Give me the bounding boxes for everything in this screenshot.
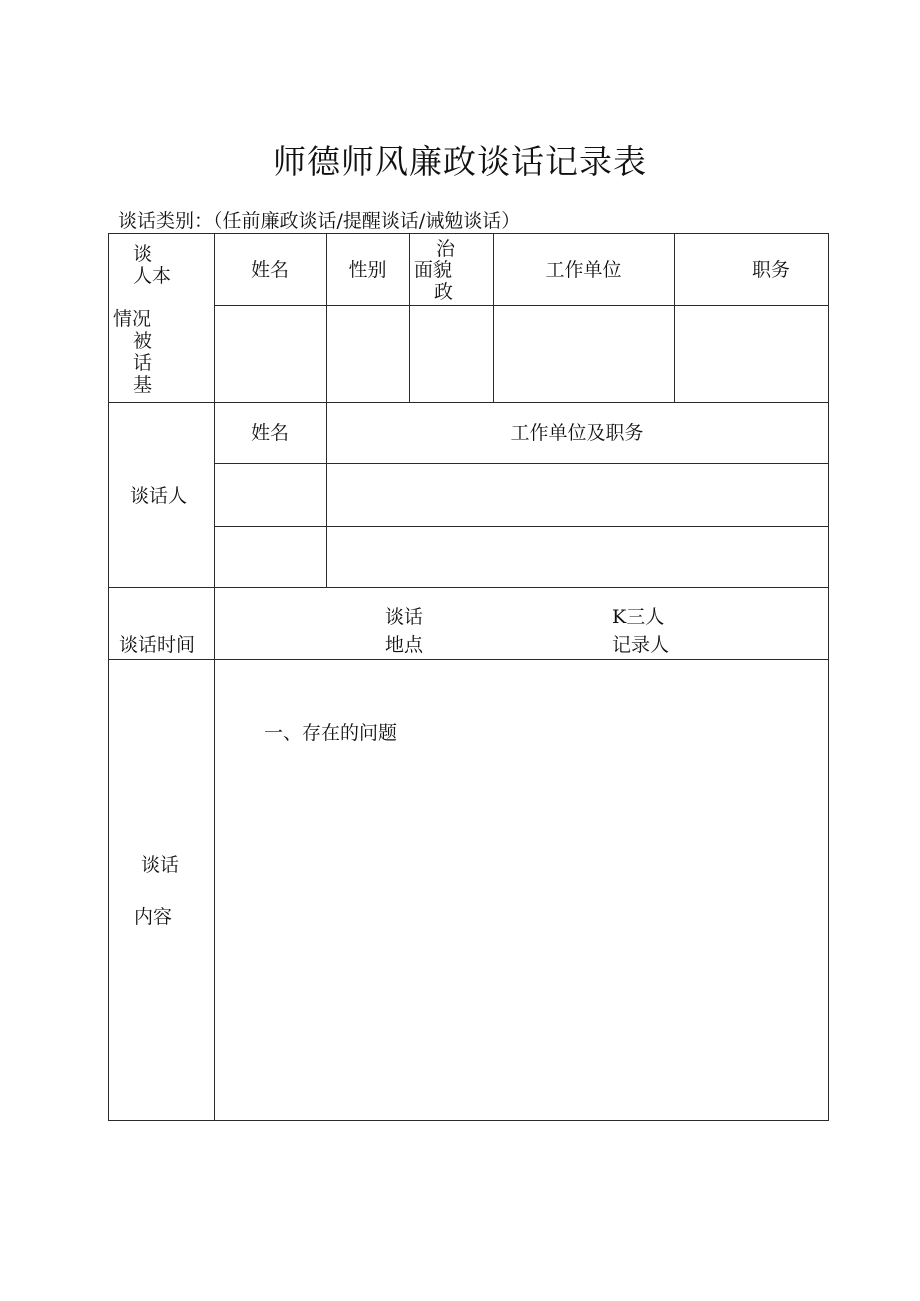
interviewee-gender-header: 性别 xyxy=(348,259,387,281)
interviewee-position-header: 职务 xyxy=(752,259,791,281)
interviewee-work-unit-header: 工作单位 xyxy=(545,259,622,281)
interviewer-unit-position-header: 工作单位及职务 xyxy=(510,422,644,444)
page-title: 师德师风廉政谈话记录表 xyxy=(273,142,647,181)
interviewee-label-line: 谈 xyxy=(133,243,153,265)
table-border-right xyxy=(828,233,829,1121)
interviewee-label-line: 被 xyxy=(133,330,153,352)
interviewee-label-line: 话 xyxy=(133,352,153,374)
interviewee-label-line: 人本 xyxy=(133,265,172,287)
interviewer-label: 谈话人 xyxy=(130,485,188,507)
category-line: 谈话类别：（任前廉政谈话/提醒谈话/诫勉谈话） xyxy=(118,210,521,232)
row-divider xyxy=(214,463,829,464)
political-status-line: 面貌 xyxy=(414,259,453,281)
column-divider xyxy=(674,233,675,402)
row-divider xyxy=(108,402,829,403)
content-label-line: 谈话 xyxy=(141,854,180,876)
row-divider xyxy=(214,526,829,527)
row-divider xyxy=(108,587,829,588)
recorder-line: 记录人 xyxy=(612,634,670,656)
interview-location-line: 谈话 xyxy=(385,606,424,628)
row-divider xyxy=(214,305,829,306)
interviewee-label-line: 基 xyxy=(133,374,153,396)
row-divider xyxy=(108,659,829,660)
interview-time-label: 谈话时间 xyxy=(119,634,196,656)
interviewee-name-header: 姓名 xyxy=(250,259,289,281)
recorder-line: K三人 xyxy=(612,606,665,628)
interviewee-label-line: 情况 xyxy=(113,308,152,330)
political-status-line: 政 xyxy=(434,281,454,303)
interviewer-name-header: 姓名 xyxy=(250,422,289,444)
table-border-top xyxy=(108,233,829,234)
content-first-item: 一、存在的问题 xyxy=(264,722,398,744)
table-border-left xyxy=(108,233,109,1121)
label-column-divider xyxy=(214,233,215,1121)
content-label-line: 内容 xyxy=(134,906,173,928)
interview-location-line: 地点 xyxy=(385,634,424,656)
table-border-bottom xyxy=(108,1120,829,1121)
column-divider xyxy=(409,233,410,402)
political-status-line: 治 xyxy=(436,238,456,260)
